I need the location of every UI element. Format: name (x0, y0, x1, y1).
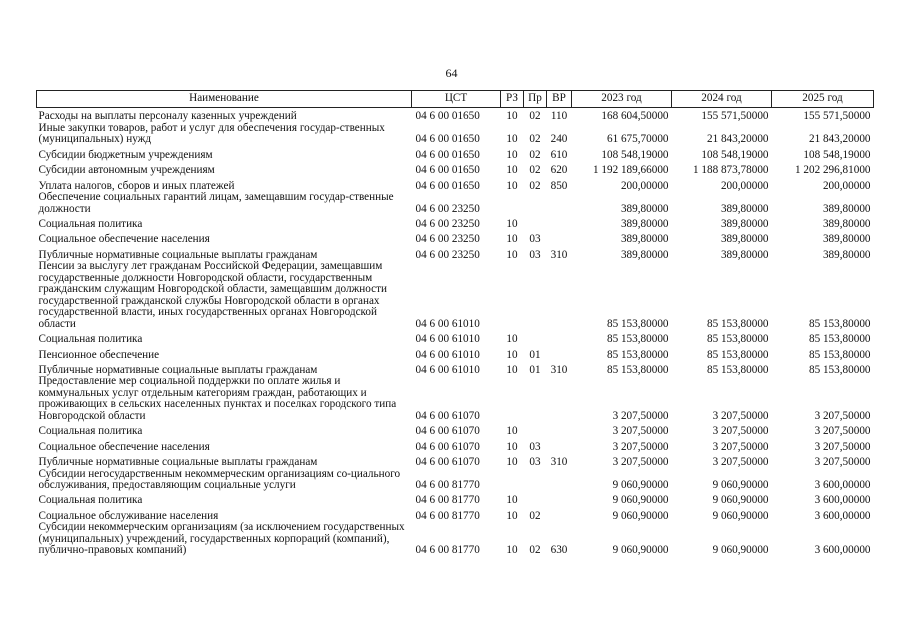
cell-cst: 04 6 00 61010 (415, 317, 480, 330)
table-row (37, 161, 874, 176)
table-row (37, 361, 874, 376)
cell-vr: 630 (550, 544, 568, 557)
table-row (37, 146, 874, 161)
cell-2023: 3 207,50000 (612, 409, 669, 422)
table-row (37, 330, 874, 345)
cell-2023: 389,80000 (620, 233, 669, 246)
cell-2023: 85 153,80000 (606, 348, 669, 361)
cell-name: Обеспечение социальных гарантий лицам, замещавшим государ-ственные должности (38, 191, 394, 215)
table-row (37, 177, 874, 192)
cell-vr: 310 (550, 248, 568, 261)
cell-name: Субсидии бюджетным учреждениям (38, 148, 213, 161)
cell-2024: 9 060,90000 (712, 544, 769, 557)
cell-cst: 04 6 00 61070 (415, 456, 480, 469)
cell-2025: 155 571,50000 (803, 110, 871, 123)
cell-cst: 04 6 00 81770 (415, 494, 480, 507)
cell-rz: 10 (506, 248, 518, 261)
cell-rz: 10 (506, 456, 518, 469)
table-row (37, 192, 874, 215)
cell-name: Социальное обеспечение населения (38, 440, 210, 453)
cell-2024: 85 153,80000 (706, 333, 769, 346)
cell-vr: 620 (550, 164, 568, 177)
cell-2025: 3 207,50000 (814, 425, 871, 438)
cell-2025: 1 202 296,81000 (794, 164, 871, 177)
cell-2024: 155 571,50000 (701, 110, 769, 123)
table-row (37, 261, 874, 330)
cell-vr (547, 261, 572, 330)
cell-rz (501, 469, 524, 492)
cell-2025: 3 600,00000 (814, 479, 871, 492)
cell-pr: 01 (529, 363, 541, 376)
cell-2025: 200,00000 (822, 179, 871, 192)
cell-2024: 9 060,90000 (712, 509, 769, 522)
cell-name: Публичные нормативные социальные выплаты гражданам (38, 363, 318, 376)
cell-name: Предоставление мер социальной поддержки по оплате жилья и коммунальных услуг отдельным категориям граждан, работающих и проживающих в сельских населенных пунктах и поселках городского типа Новгородской области (38, 375, 397, 422)
cell-cst: 04 6 00 81770 (415, 509, 480, 522)
cell-cst: 04 6 00 61010 (415, 363, 480, 376)
cell-rz: 10 (506, 179, 518, 192)
cell-rz: 10 (506, 348, 518, 361)
table-row (37, 453, 874, 468)
cell-pr: 02 (529, 509, 541, 522)
cell-2024: 1 188 873,78000 (692, 164, 769, 177)
cell-2024: 389,80000 (720, 202, 769, 215)
cell-2024: 85 153,80000 (706, 348, 769, 361)
cell-vr (547, 469, 572, 492)
cell-cst: 04 6 00 61010 (415, 348, 480, 361)
cell-pr (524, 376, 547, 422)
cell-pr: 03 (529, 248, 541, 261)
cell-rz: 10 (506, 363, 518, 376)
cell-vr: 610 (550, 148, 568, 161)
cell-vr: 240 (550, 133, 568, 146)
cell-name: Социальная политика (38, 217, 143, 230)
header-vr: ВР (547, 91, 572, 108)
cell-2023: 168 604,50000 (601, 110, 669, 123)
cell-2024: 3 207,50000 (712, 425, 769, 438)
cell-2025: 85 153,80000 (808, 333, 871, 346)
cell-pr: 03 (529, 440, 541, 453)
cell-2023: 3 207,50000 (612, 425, 669, 438)
cell-vr: 110 (550, 110, 568, 123)
cell-2025: 389,80000 (822, 233, 871, 246)
cell-2025: 389,80000 (822, 217, 871, 230)
cell-pr: 02 (529, 179, 541, 192)
table-row (37, 230, 874, 245)
cell-vr (547, 192, 572, 215)
table-row (37, 507, 874, 522)
table-row (37, 422, 874, 437)
cell-2023: 389,80000 (620, 217, 669, 230)
cell-vr (547, 438, 572, 453)
cell-2024: 3 207,50000 (712, 409, 769, 422)
table-row (37, 469, 874, 492)
cell-pr: 02 (529, 110, 541, 123)
header-name: Наименование (37, 91, 412, 108)
cell-2025: 389,80000 (822, 248, 871, 261)
cell-rz: 10 (506, 110, 518, 123)
cell-2025: 389,80000 (822, 202, 871, 215)
table-row (37, 492, 874, 507)
cell-name: Иные закупки товаров, работ и услуг для обеспечения государ-ственных (муниципальных) нужд (38, 121, 385, 146)
cell-pr: 01 (529, 348, 541, 361)
cell-name: Публичные нормативные социальные выплаты гражданам (38, 248, 318, 261)
cell-rz: 10 (506, 333, 518, 346)
cell-2024: 3 207,50000 (712, 440, 769, 453)
table-row (37, 522, 874, 557)
cell-pr (524, 192, 547, 215)
cell-vr (547, 507, 572, 522)
cell-cst: 04 6 00 81770 (415, 479, 480, 492)
table-header-row (37, 91, 874, 108)
cell-pr (524, 261, 547, 330)
table-row (37, 123, 874, 146)
cell-cst: 04 6 00 01650 (415, 179, 480, 192)
cell-2025: 3 207,50000 (814, 456, 871, 469)
cell-2025: 85 153,80000 (808, 363, 871, 376)
cell-2023: 108 548,19000 (601, 148, 669, 161)
cell-2025: 85 153,80000 (808, 348, 871, 361)
cell-name: Социальная политика (38, 425, 143, 438)
cell-2023: 389,80000 (620, 202, 669, 215)
table-row (37, 215, 874, 230)
cell-rz: 10 (506, 509, 518, 522)
cell-cst: 04 6 00 23250 (415, 202, 480, 215)
cell-vr (547, 376, 572, 422)
cell-rz (501, 261, 524, 330)
cell-2024: 389,80000 (720, 233, 769, 246)
cell-name: Субсидии негосударственным некоммерческим организациям со-циального обслуживания, предоставляющим социальные услуги (38, 467, 401, 492)
cell-pr: 02 (529, 148, 541, 161)
cell-name: Социальное обеспечение населения (38, 233, 210, 246)
cell-cst: 04 6 00 61070 (415, 440, 480, 453)
header-2024: 2024 год (672, 91, 772, 108)
cell-2023: 3 207,50000 (612, 440, 669, 453)
cell-2024: 3 207,50000 (712, 456, 769, 469)
table-body (37, 108, 874, 557)
table-row (37, 346, 874, 361)
cell-2024: 85 153,80000 (706, 363, 769, 376)
cell-vr (547, 346, 572, 361)
header-rz: РЗ (501, 91, 524, 108)
cell-pr (524, 492, 547, 507)
cell-rz: 10 (506, 133, 518, 146)
header-2025: 2025 год (772, 91, 874, 108)
cell-2023: 9 060,90000 (612, 509, 669, 522)
cell-2023: 85 153,80000 (606, 333, 669, 346)
cell-2023: 9 060,90000 (612, 479, 669, 492)
cell-name: Субсидии автономным учреждениям (38, 164, 215, 177)
cell-2024: 108 548,19000 (701, 148, 769, 161)
cell-2025: 3 600,00000 (814, 509, 871, 522)
cell-pr: 02 (529, 164, 541, 177)
header-2023: 2023 год (572, 91, 672, 108)
cell-name: Социальная политика (38, 494, 143, 507)
page-number: 64 (445, 66, 458, 80)
cell-pr: 02 (529, 544, 541, 557)
cell-pr: 03 (529, 456, 541, 469)
cell-rz (501, 376, 524, 422)
cell-2024: 9 060,90000 (712, 479, 769, 492)
cell-name: Расходы на выплаты персоналу казенных учреждений (38, 110, 297, 123)
cell-2023: 85 153,80000 (606, 363, 669, 376)
cell-vr: 310 (550, 456, 568, 469)
cell-pr: 03 (529, 233, 541, 246)
cell-2025: 21 843,20000 (808, 133, 871, 146)
cell-cst: 04 6 00 61070 (415, 409, 480, 422)
cell-vr (547, 215, 572, 230)
cell-rz (501, 192, 524, 215)
cell-name: Социальное обслуживание населения (38, 509, 219, 522)
cell-2025: 85 153,80000 (808, 317, 871, 330)
cell-rz: 10 (506, 164, 518, 177)
cell-pr (524, 330, 547, 345)
cell-name: Публичные нормативные социальные выплаты гражданам (38, 456, 318, 469)
cell-2023: 200,00000 (620, 179, 669, 192)
cell-cst: 04 6 00 61010 (415, 333, 480, 346)
cell-cst: 04 6 00 23250 (415, 217, 480, 230)
cell-2023: 61 675,70000 (606, 133, 669, 146)
cell-vr: 850 (550, 179, 568, 192)
cell-vr (547, 492, 572, 507)
cell-2025: 3 207,50000 (814, 409, 871, 422)
cell-pr (524, 422, 547, 437)
table-row (37, 438, 874, 453)
cell-rz: 10 (506, 440, 518, 453)
cell-2024: 200,00000 (720, 179, 769, 192)
budget-table (36, 90, 874, 557)
cell-2023: 9 060,90000 (612, 494, 669, 507)
table-row (37, 246, 874, 261)
cell-2023: 85 153,80000 (606, 317, 669, 330)
cell-vr: 310 (550, 363, 568, 376)
cell-vr (547, 330, 572, 345)
cell-2023: 9 060,90000 (612, 544, 669, 557)
cell-cst: 04 6 00 61070 (415, 425, 480, 438)
cell-2025: 108 548,19000 (803, 148, 871, 161)
cell-rz: 10 (506, 148, 518, 161)
cell-rz: 10 (506, 217, 518, 230)
table-row (37, 108, 874, 123)
cell-cst: 04 6 00 01650 (415, 133, 480, 146)
cell-name: Социальная политика (38, 333, 143, 346)
cell-pr (524, 469, 547, 492)
cell-cst: 04 6 00 23250 (415, 233, 480, 246)
cell-2023: 3 207,50000 (612, 456, 669, 469)
cell-cst: 04 6 00 23250 (415, 248, 480, 261)
cell-vr (547, 422, 572, 437)
cell-2024: 21 843,20000 (706, 133, 769, 146)
header-pr: Пр (524, 91, 547, 108)
cell-2025: 3 600,00000 (814, 544, 871, 557)
cell-2024: 9 060,90000 (712, 494, 769, 507)
cell-2024: 389,80000 (720, 248, 769, 261)
cell-2023: 389,80000 (620, 248, 669, 261)
cell-2023: 1 192 189,66000 (592, 164, 669, 177)
cell-name: Пенсии за выслугу лет гражданам Российской Федерации, замещавшим государственные должности Новгородской области, государственным гражданским служащим Новгородской области, замещавшим должности государственной гражданской службы Новгородской области в органах государственной власти, иных государственных органах Новгородской области (38, 260, 387, 330)
cell-rz: 10 (506, 544, 518, 557)
cell-cst: 04 6 00 01650 (415, 148, 480, 161)
cell-name: Уплата налогов, сборов и иных платежей (38, 179, 235, 192)
cell-pr: 02 (529, 133, 541, 146)
cell-name: Пенсионное обеспечение (38, 348, 160, 361)
cell-cst: 04 6 00 01650 (415, 164, 480, 177)
cell-cst: 04 6 00 81770 (415, 544, 480, 557)
cell-2025: 3 600,00000 (814, 494, 871, 507)
table-row (37, 376, 874, 422)
cell-2024: 389,80000 (720, 217, 769, 230)
cell-cst: 04 6 00 01650 (415, 110, 480, 123)
cell-2024: 85 153,80000 (706, 317, 769, 330)
cell-rz: 10 (506, 233, 518, 246)
header-cst: ЦСТ (412, 91, 501, 108)
cell-pr (524, 215, 547, 230)
cell-rz: 10 (506, 425, 518, 438)
cell-vr (547, 230, 572, 245)
cell-name: Субсидии некоммерческим организациям (за исключением государственных (муниципальных) учреждений, государственных корпораций (компаний), публично-правовых компаний) (38, 521, 405, 557)
cell-rz: 10 (506, 494, 518, 507)
cell-2025: 3 207,50000 (814, 440, 871, 453)
